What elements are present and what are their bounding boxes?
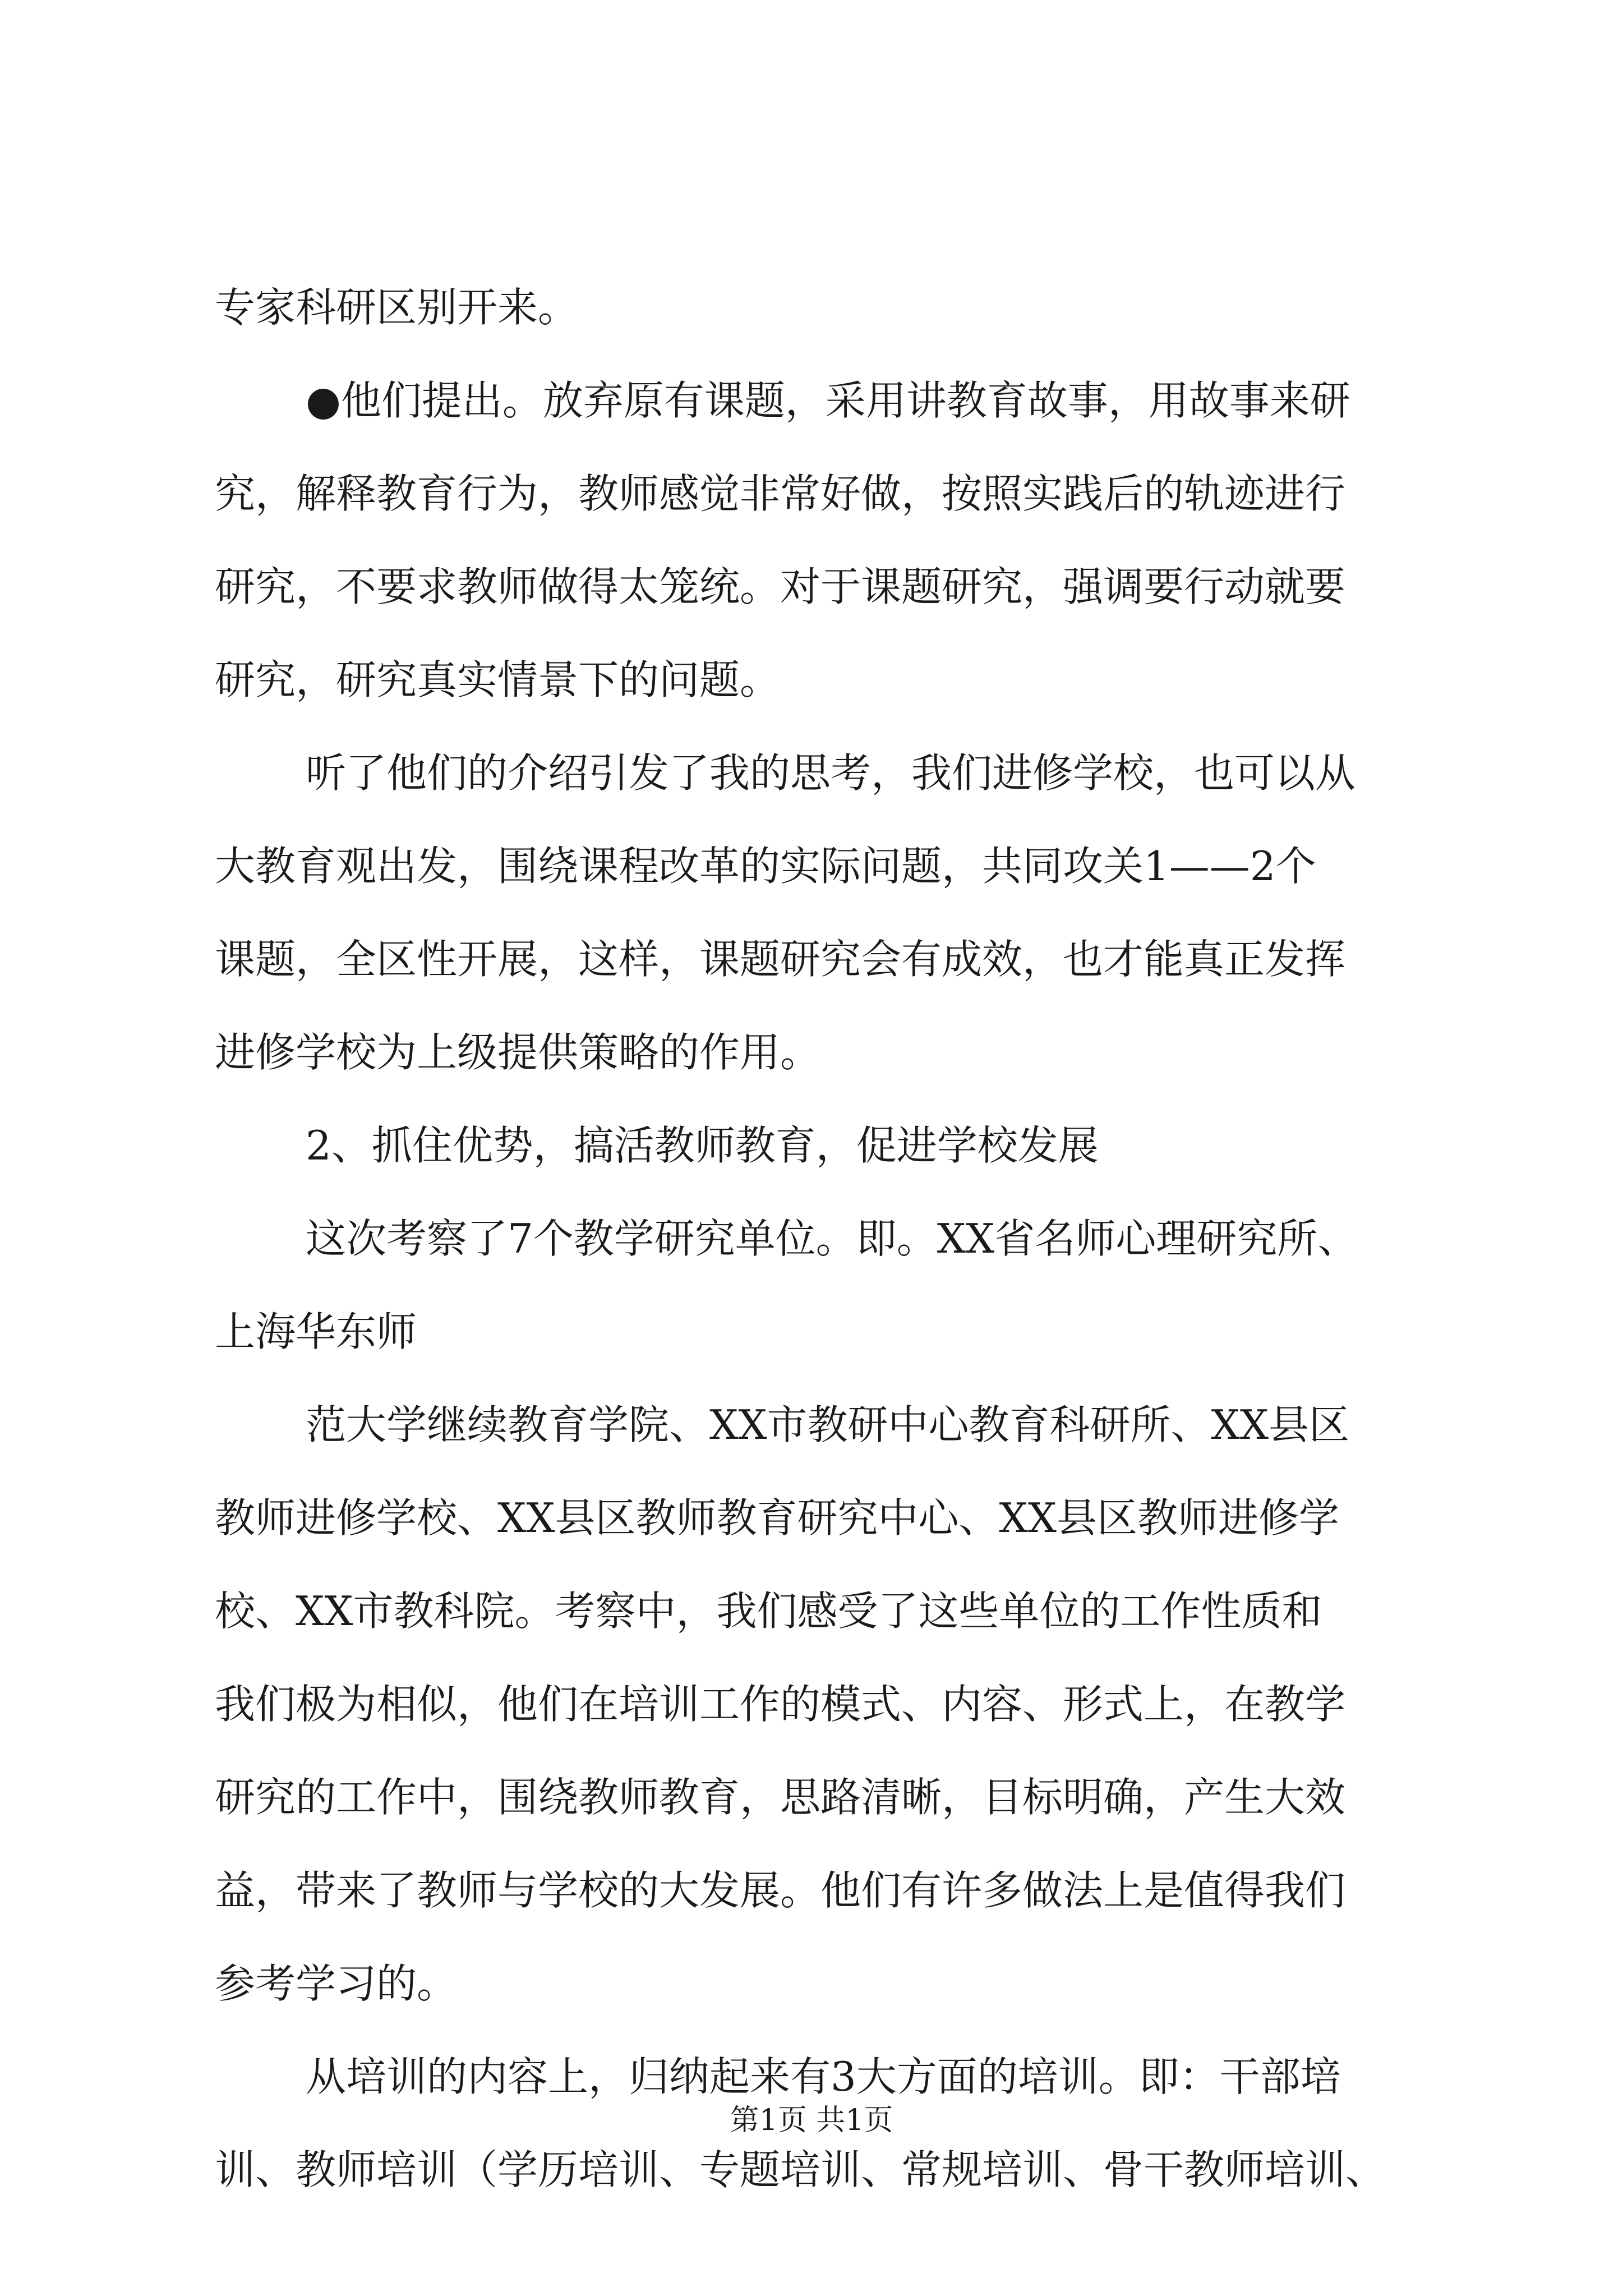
text-line: 教师进修学校、XX县区教师教育研究中心、XX县区教师进修学 (215, 1494, 1340, 1542)
text-line: 究，解释教育行为，教师感觉非常好做，按照实践后的轨迹进行 (215, 470, 1346, 517)
text-line: 研究，研究真实情景下的问题。 (215, 656, 781, 703)
text-line: 专家科研区别开来。 (215, 284, 579, 331)
text-line: 从培训的内容上，归纳起来有3大方面的培训。即：干部培 (306, 2053, 1341, 2100)
text-line: 范大学继续教育学院、XX市教研中心教育科研所、XX县区 (306, 1401, 1350, 1448)
text-line: 我们极为相似，他们在培训工作的模式、内容、形式上，在教学 (215, 1681, 1346, 1728)
text-line: 研究的工作中，围绕教师教育，思路清晰，目标明确，产生大效 (215, 1774, 1346, 1821)
text-line: ●他们提出。放弃原有课题，采用讲教育故事，用故事来研 (306, 377, 1350, 424)
text-line: 进修学校为上级提供策略的作用。 (215, 1029, 821, 1076)
page-number-footer: 第1页 共1页 (730, 2104, 893, 2137)
text-line: 校、XX市教科院。考察中，我们感受了这些单位的工作性质和 (215, 1588, 1322, 1635)
text-line: 研究，不要求教师做得太笼统。对于课题研究，强调要行动就要 (215, 563, 1346, 610)
text-line: 这次考察了7个教学研究单位。即。XX省名师心理研究所、 (306, 1215, 1358, 1262)
text-line: 训、教师培训（学历培训、专题培训、常规培训、骨干教师培训、 (215, 2146, 1386, 2193)
section-heading: 2、抓住优势，搞活教师教育，促进学校发展 (306, 1122, 1099, 1169)
text-line: 上海华东师 (215, 1308, 417, 1355)
text-line: 课题，全区性开展，这样，课题研究会有成效，也才能真正发挥 (215, 936, 1346, 983)
text-line: 听了他们的介绍引发了我的思考，我们进修学校，也可以从 (306, 749, 1356, 797)
text-line: 益，带来了教师与学校的大发展。他们有许多做法上是值得我们 (215, 1867, 1346, 1914)
body-text (215, 261, 1426, 2216)
text-line: 参考学习的。 (215, 1960, 458, 2007)
text-line: 大教育观出发，围绕课程改革的实际问题，共同攻关1——2个 (215, 843, 1316, 890)
